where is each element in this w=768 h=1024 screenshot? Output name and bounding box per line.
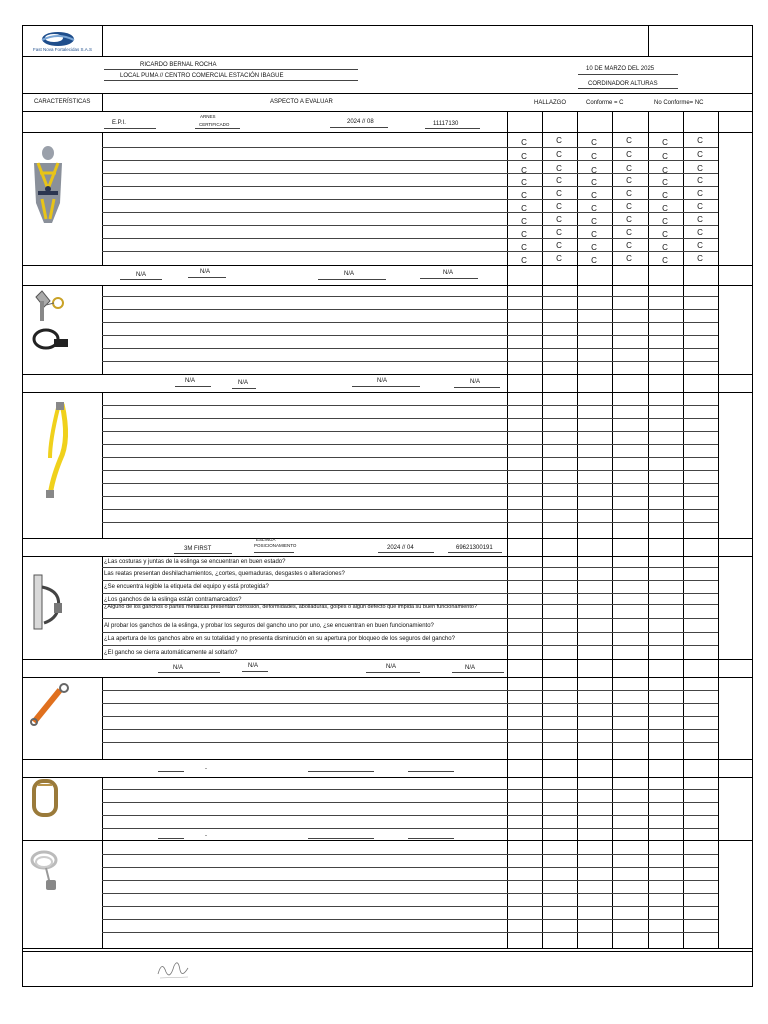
conforme-mark: C <box>591 152 597 161</box>
conforme-mark: C <box>591 191 597 200</box>
conforme-mark: C <box>662 191 668 200</box>
conforme-mark: C <box>556 176 562 185</box>
conforme-mark: C <box>697 202 703 211</box>
conforme-mark: C <box>556 189 562 198</box>
na-1a: N/A <box>136 272 147 278</box>
question-6: Al probar los ganchos de la eslinga, y probar los seguros del gancho uno por uno, ¿se encuentran en buen funcionamiento? <box>104 623 434 629</box>
na-1d: N/A <box>443 270 454 276</box>
finding-header: HALLAZGO <box>534 100 567 106</box>
conforme-mark: C <box>591 166 597 175</box>
aspect-header: ASPECTO A EVALUAR <box>270 99 333 105</box>
na-3a: N/A <box>173 665 184 671</box>
conforme-mark: C <box>697 176 703 185</box>
conforme-mark: C <box>556 215 562 224</box>
conforme-mark: C <box>626 164 632 173</box>
na-3d: N/A <box>465 665 476 671</box>
na-2b: N/A <box>238 380 249 386</box>
conforme-mark: C <box>556 202 562 211</box>
positioning-lanyard-image <box>32 573 66 631</box>
na-3b: N/A <box>248 663 259 669</box>
conforme-mark: C <box>521 191 527 200</box>
conforme-mark: C <box>591 256 597 265</box>
conforme-mark: C <box>521 152 527 161</box>
conforme-mark: C <box>626 241 632 250</box>
na-1c: N/A <box>344 271 355 277</box>
conforme-mark: C <box>521 243 527 252</box>
conforme-mark: C <box>697 136 703 145</box>
lanyard-brand: 3M FIRST <box>184 546 212 552</box>
question-4: ¿Los ganchos de la eslinga están contramarcados? <box>104 597 242 603</box>
na-2a: N/A <box>185 378 196 384</box>
anchor-strap-image <box>30 682 74 726</box>
conforme-mark: C <box>521 204 527 213</box>
conforme-mark: C <box>521 230 527 239</box>
conforme-mark: C <box>556 164 562 173</box>
conforme-mark: C <box>521 138 527 147</box>
conforme-mark: C <box>521 217 527 226</box>
harness-type: E.P.I. <box>112 120 126 126</box>
conforme-mark: C <box>626 189 632 198</box>
question-8: ¿El gancho se cierra automáticamente al soltarlo? <box>104 650 238 656</box>
conforme-mark: C <box>591 230 597 239</box>
company-logo-text: Fast Nova Fortalecidas S.A.S <box>33 47 93 52</box>
lanyard-serial: 69621300191 <box>456 545 493 551</box>
conforme-mark: C <box>591 178 597 187</box>
conforme-mark: C <box>662 243 668 252</box>
conforme-mark: C <box>626 150 632 159</box>
lanyard-type-2: POSICIONAMIENTO <box>254 543 297 548</box>
rope-lanyard-image <box>28 848 64 892</box>
carabiner-image <box>30 779 60 817</box>
conforme-mark: C <box>697 228 703 237</box>
lanyard-type-1: ESLINGA <box>256 537 276 542</box>
harness-name-1: ARNES <box>200 114 216 119</box>
conforme-mark: C <box>662 230 668 239</box>
conforme-mark: C <box>626 228 632 237</box>
conforme-mark: C <box>626 176 632 185</box>
question-3: ¿Se encuentra legible la etiqueta del equipo y está protegida? <box>104 584 269 590</box>
retractable-image <box>28 287 72 357</box>
conforme-mark: C <box>521 166 527 175</box>
conforme-mark: C <box>697 189 703 198</box>
harness-image <box>28 143 68 225</box>
conforme-mark: C <box>697 164 703 173</box>
conforme-mark: C <box>521 178 527 187</box>
question-1: ¿Las costuras y juntas de la eslinga se encuentran en buen estado? <box>104 559 286 565</box>
na-2d: N/A <box>470 379 481 385</box>
conforme-mark: C <box>626 136 632 145</box>
conforme-mark: C <box>591 138 597 147</box>
conforme-mark: C <box>626 202 632 211</box>
inspection-location: LOCAL PUMA // CENTRO COMERCIAL ESTACIÓN IBAGUE <box>120 73 284 79</box>
dash-2: - <box>205 833 207 839</box>
conforme-mark: C <box>591 217 597 226</box>
form-frame <box>22 25 753 987</box>
conforme-mark: C <box>662 166 668 175</box>
conforme-mark: C <box>626 215 632 224</box>
inspection-date: 10 DE MARZO DEL 2025 <box>586 66 655 72</box>
dash-1: - <box>205 766 207 772</box>
conforme-mark: C <box>662 204 668 213</box>
conforme-mark: C <box>521 256 527 265</box>
conforme-mark: C <box>556 254 562 263</box>
conforme-mark: C <box>556 228 562 237</box>
harness-serial: 11117130 <box>433 121 459 127</box>
na-3c: N/A <box>386 664 397 670</box>
question-2: Las reatas presentan deshilachamientos, ¿cortes, quemaduras, desgastes o alteraciones? <box>104 571 345 577</box>
conforme-mark: C <box>697 254 703 263</box>
conforme-mark: C <box>556 150 562 159</box>
na-2c: N/A <box>377 378 388 384</box>
conforme-mark: C <box>662 178 668 187</box>
conforme-mark: C <box>591 204 597 213</box>
conforme-mark: C <box>626 254 632 263</box>
conforme-mark: C <box>697 215 703 224</box>
conforme-mark: C <box>556 136 562 145</box>
lanyard-date: 2024 // 04 <box>387 545 414 551</box>
conforme-mark: C <box>556 241 562 250</box>
question-7: ¿La apertura de los ganchos abre en su totalidad y no presenta disminución en su apertura por bloqueo de los seguros del gancho? <box>104 636 455 642</box>
no-conforme-header: No Conforme= NC <box>654 100 704 106</box>
inspector-name: RICARDO BERNAL ROCHA <box>140 62 217 68</box>
conforme-mark: C <box>697 241 703 250</box>
lanyard-image <box>36 400 76 500</box>
conforme-mark: C <box>662 217 668 226</box>
harness-date: 2024 // 08 <box>347 119 374 125</box>
inspector-role: CORDINADOR ALTURAS <box>588 81 658 87</box>
harness-name-2: CERTIFICADO <box>199 122 230 127</box>
conforme-mark: C <box>662 138 668 147</box>
na-1b: N/A <box>200 269 211 275</box>
signature <box>154 956 194 982</box>
conforme-mark: C <box>591 243 597 252</box>
conforme-mark: C <box>662 152 668 161</box>
conforme-header: Conforme = C <box>586 100 624 106</box>
question-5: ¿Alguno de los ganchos o partes metálicas presentan corrosión, deformidades, abolladuras, golpes o algún defecto que impida su buen funcionamiento? <box>104 604 478 610</box>
characteristics-header: CARACTERÍSTICAS <box>34 99 91 105</box>
conforme-mark: C <box>697 150 703 159</box>
conforme-mark: C <box>662 256 668 265</box>
